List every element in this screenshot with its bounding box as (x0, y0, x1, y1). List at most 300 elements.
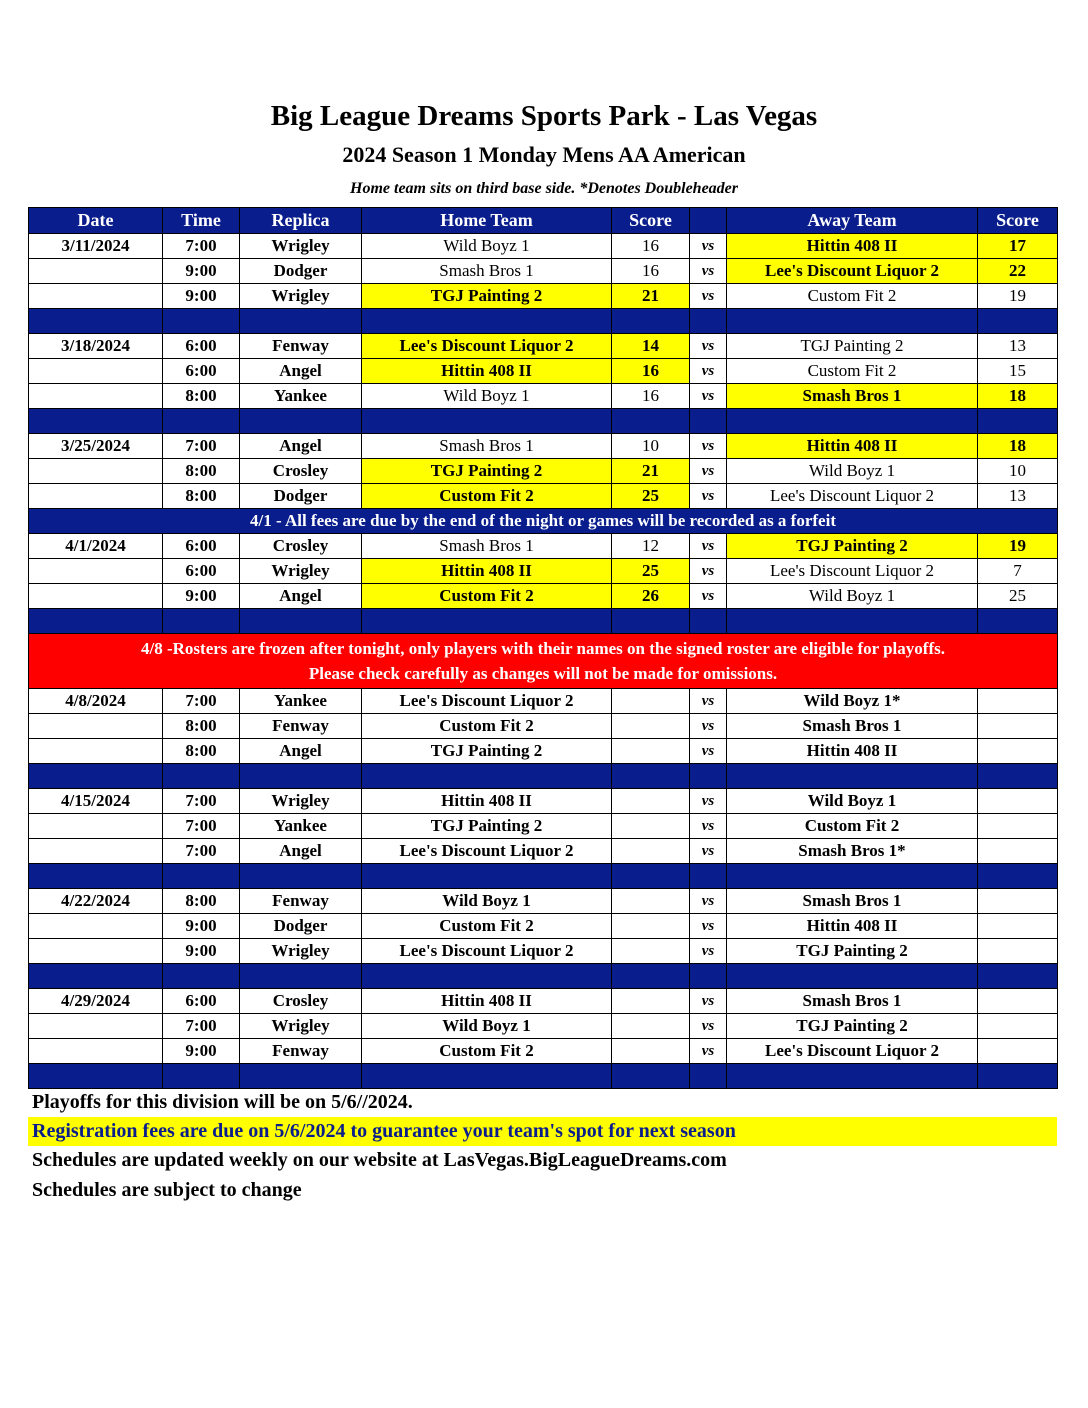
away-score-cell (978, 739, 1058, 764)
separator-cell (362, 309, 612, 334)
separator-cell (29, 309, 163, 334)
away-team-cell: Smash Bros 1 (727, 889, 978, 914)
separator-cell (727, 309, 978, 334)
home-score-cell (612, 939, 690, 964)
time-cell: 7:00 (163, 1014, 240, 1039)
time-cell: 7:00 (163, 234, 240, 259)
vs-label: vs (690, 689, 727, 714)
date-cell (29, 939, 163, 964)
table-row (29, 714, 1058, 739)
home-team-cell: TGJ Painting 2 (362, 739, 612, 764)
time-cell: 6:00 (163, 359, 240, 384)
separator-cell (727, 964, 978, 989)
time-cell: 7:00 (163, 839, 240, 864)
away-team-cell: Custom Fit 2 (727, 284, 978, 309)
table-row (29, 989, 1058, 1014)
separator-row (29, 309, 1058, 334)
separator-cell (362, 764, 612, 789)
date-cell (29, 714, 163, 739)
date-cell (29, 284, 163, 309)
date-cell (29, 914, 163, 939)
home-score-cell (612, 739, 690, 764)
home-score-cell (612, 1039, 690, 1064)
home-team-cell: Custom Fit 2 (362, 714, 612, 739)
home-score-cell: 16 (612, 359, 690, 384)
separator-cell (612, 309, 690, 334)
separator-row (29, 964, 1058, 989)
separator-cell (727, 764, 978, 789)
date-cell (29, 1014, 163, 1039)
separator-cell (612, 764, 690, 789)
away-team-cell: TGJ Painting 2 (727, 334, 978, 359)
time-cell: 8:00 (163, 459, 240, 484)
column-header-away-score: Score (978, 208, 1058, 234)
replica-cell: Wrigley (240, 939, 362, 964)
date-cell (29, 359, 163, 384)
separator-cell (163, 609, 240, 634)
separator-cell (240, 1064, 362, 1089)
vs-label: vs (690, 889, 727, 914)
date-cell: 3/11/2024 (29, 234, 163, 259)
date-cell: 3/18/2024 (29, 334, 163, 359)
separator-cell (612, 1064, 690, 1089)
separator-row (29, 609, 1058, 634)
date-cell (29, 1039, 163, 1064)
home-score-cell: 25 (612, 484, 690, 509)
away-team-cell: TGJ Painting 2 (727, 534, 978, 559)
home-team-cell: Wild Boyz 1 (362, 384, 612, 409)
separator-cell (690, 609, 727, 634)
separator-cell (612, 409, 690, 434)
separator-cell (612, 964, 690, 989)
away-score-cell (978, 689, 1058, 714)
home-team-cell: Custom Fit 2 (362, 914, 612, 939)
home-team-cell: Custom Fit 2 (362, 584, 612, 609)
separator-cell (612, 609, 690, 634)
home-score-cell: 21 (612, 284, 690, 309)
time-cell: 8:00 (163, 714, 240, 739)
home-team-cell: TGJ Painting 2 (362, 284, 612, 309)
vs-label: vs (690, 234, 727, 259)
replica-cell: Crosley (240, 534, 362, 559)
away-score-cell: 10 (978, 459, 1058, 484)
home-score-cell (612, 839, 690, 864)
separator-cell (29, 609, 163, 634)
away-score-cell (978, 714, 1058, 739)
home-score-cell (612, 789, 690, 814)
replica-cell: Fenway (240, 889, 362, 914)
vs-label: vs (690, 284, 727, 309)
replica-cell: Angel (240, 839, 362, 864)
time-cell: 9:00 (163, 914, 240, 939)
time-cell: 7:00 (163, 689, 240, 714)
vs-label: vs (690, 739, 727, 764)
home-score-cell (612, 889, 690, 914)
away-team-cell: Lee's Discount Liquor 2 (727, 1039, 978, 1064)
schedule-table (28, 207, 1058, 1089)
home-team-cell: Smash Bros 1 (362, 534, 612, 559)
time-cell: 8:00 (163, 484, 240, 509)
separator-row (29, 409, 1058, 434)
away-score-cell (978, 814, 1058, 839)
table-row (29, 559, 1058, 584)
table-row (29, 534, 1058, 559)
column-header-home-team: Home Team (362, 208, 612, 234)
replica-cell: Angel (240, 739, 362, 764)
separator-cell (978, 1064, 1058, 1089)
change-note: Schedules are subject to change (32, 1179, 302, 1201)
separator-cell (163, 1064, 240, 1089)
vs-label: vs (690, 434, 727, 459)
home-team-cell: Hittin 408 II (362, 789, 612, 814)
home-score-cell (612, 814, 690, 839)
table-row (29, 789, 1058, 814)
separator-cell (362, 1064, 612, 1089)
table-row (29, 259, 1058, 284)
separator-row (29, 1064, 1058, 1089)
date-cell: 4/29/2024 (29, 989, 163, 1014)
home-score-cell: 12 (612, 534, 690, 559)
home-score-cell (612, 989, 690, 1014)
separator-cell (29, 409, 163, 434)
date-cell: 4/15/2024 (29, 789, 163, 814)
away-score-cell (978, 939, 1058, 964)
away-score-cell (978, 1014, 1058, 1039)
date-cell (29, 814, 163, 839)
away-team-cell: TGJ Painting 2 (727, 1014, 978, 1039)
replica-cell: Yankee (240, 814, 362, 839)
table-row (29, 914, 1058, 939)
away-score-cell: 22 (978, 259, 1058, 284)
separator-cell (690, 309, 727, 334)
separator-cell (240, 409, 362, 434)
separator-cell (978, 964, 1058, 989)
away-team-cell: Wild Boyz 1 (727, 789, 978, 814)
date-cell: 4/22/2024 (29, 889, 163, 914)
away-team-cell: Hittin 408 II (727, 434, 978, 459)
away-team-cell: Smash Bros 1* (727, 839, 978, 864)
home-team-cell: Smash Bros 1 (362, 434, 612, 459)
vs-label: vs (690, 839, 727, 864)
away-score-cell: 18 (978, 384, 1058, 409)
replica-cell: Fenway (240, 714, 362, 739)
replica-cell: Fenway (240, 1039, 362, 1064)
table-row (29, 939, 1058, 964)
away-team-cell: Wild Boyz 1 (727, 459, 978, 484)
time-cell: 7:00 (163, 789, 240, 814)
separator-cell (978, 864, 1058, 889)
home-score-cell: 26 (612, 584, 690, 609)
separator-row (29, 864, 1058, 889)
separator-cell (690, 864, 727, 889)
replica-cell: Yankee (240, 689, 362, 714)
separator-cell (978, 609, 1058, 634)
time-cell: 6:00 (163, 534, 240, 559)
away-team-cell: Smash Bros 1 (727, 714, 978, 739)
away-score-cell (978, 1039, 1058, 1064)
away-score-cell: 13 (978, 484, 1058, 509)
separator-cell (978, 409, 1058, 434)
separator-cell (362, 864, 612, 889)
separator-cell (727, 864, 978, 889)
away-score-cell (978, 914, 1058, 939)
time-cell: 7:00 (163, 434, 240, 459)
away-team-cell: Hittin 408 II (727, 914, 978, 939)
date-cell: 4/8/2024 (29, 689, 163, 714)
table-row (29, 459, 1058, 484)
away-team-cell: Hittin 408 II (727, 234, 978, 259)
separator-cell (29, 764, 163, 789)
separator-cell (240, 764, 362, 789)
vs-label: vs (690, 1014, 727, 1039)
home-team-cell: TGJ Painting 2 (362, 459, 612, 484)
page-subtitle: 2024 Season 1 Monday Mens AA American (342, 142, 746, 167)
replica-cell: Wrigley (240, 284, 362, 309)
away-score-cell: 13 (978, 334, 1058, 359)
home-score-cell: 16 (612, 259, 690, 284)
away-score-cell: 15 (978, 359, 1058, 384)
replica-cell: Wrigley (240, 559, 362, 584)
home-team-cell: Smash Bros 1 (362, 259, 612, 284)
roster-alert (29, 634, 1058, 689)
doubleheader-note: Home team sits on third base side. *Denotes Doubleheader (350, 180, 738, 197)
table-row (29, 484, 1058, 509)
separator-cell (240, 309, 362, 334)
table-row (29, 384, 1058, 409)
column-header-replica: Replica (240, 208, 362, 234)
vs-label: vs (690, 789, 727, 814)
home-score-cell: 16 (612, 384, 690, 409)
replica-cell: Angel (240, 434, 362, 459)
table-row (29, 689, 1058, 714)
website-note: Schedules are updated weekly on our website at LasVegas.BigLeagueDreams.com (32, 1149, 727, 1171)
date-cell (29, 259, 163, 284)
separator-cell (163, 964, 240, 989)
separator-cell (29, 1064, 163, 1089)
date-cell (29, 839, 163, 864)
roster-alert-line: Please check carefully as changes will not be made for omissions. (308, 664, 778, 683)
home-team-cell: Hittin 408 II (362, 989, 612, 1014)
schedule-body (29, 234, 1058, 1089)
home-team-cell: Hittin 408 II (362, 359, 612, 384)
replica-cell: Wrigley (240, 1014, 362, 1039)
replica-cell: Angel (240, 359, 362, 384)
table-row (29, 889, 1058, 914)
away-score-cell: 7 (978, 559, 1058, 584)
home-team-cell: Lee's Discount Liquor 2 (362, 334, 612, 359)
home-score-cell: 25 (612, 559, 690, 584)
table-row (29, 739, 1058, 764)
separator-cell (163, 764, 240, 789)
separator-cell (29, 964, 163, 989)
vs-label: vs (690, 384, 727, 409)
away-score-cell (978, 789, 1058, 814)
away-team-cell: Wild Boyz 1* (727, 689, 978, 714)
replica-cell: Fenway (240, 334, 362, 359)
separator-cell (29, 864, 163, 889)
replica-cell: Wrigley (240, 789, 362, 814)
date-cell: 4/1/2024 (29, 534, 163, 559)
column-header-away-team: Away Team (727, 208, 978, 234)
home-team-cell: Hittin 408 II (362, 559, 612, 584)
fees-notice-row (29, 509, 1058, 534)
away-score-cell: 25 (978, 584, 1058, 609)
home-score-cell: 21 (612, 459, 690, 484)
home-team-cell: Wild Boyz 1 (362, 234, 612, 259)
separator-cell (690, 1064, 727, 1089)
table-row (29, 234, 1058, 259)
separator-cell (690, 409, 727, 434)
home-team-cell: TGJ Painting 2 (362, 814, 612, 839)
vs-label: vs (690, 459, 727, 484)
separator-cell (240, 864, 362, 889)
column-header-time: Time (163, 208, 240, 234)
time-cell: 8:00 (163, 739, 240, 764)
vs-label: vs (690, 259, 727, 284)
vs-label: vs (690, 989, 727, 1014)
replica-cell: Dodger (240, 484, 362, 509)
table-row (29, 839, 1058, 864)
separator-cell (163, 409, 240, 434)
away-team-cell: Wild Boyz 1 (727, 584, 978, 609)
home-team-cell: Custom Fit 2 (362, 484, 612, 509)
vs-label: vs (690, 914, 727, 939)
away-score-cell: 18 (978, 434, 1058, 459)
table-row (29, 434, 1058, 459)
table-header-row (29, 208, 1058, 234)
table-row (29, 584, 1058, 609)
time-cell: 9:00 (163, 584, 240, 609)
date-cell (29, 584, 163, 609)
separator-cell (163, 309, 240, 334)
away-team-cell: Hittin 408 II (727, 739, 978, 764)
separator-cell (690, 964, 727, 989)
separator-cell (690, 764, 727, 789)
vs-label: vs (690, 559, 727, 584)
date-cell (29, 459, 163, 484)
time-cell: 6:00 (163, 989, 240, 1014)
replica-cell: Dodger (240, 914, 362, 939)
separator-cell (240, 609, 362, 634)
away-team-cell: Custom Fit 2 (727, 359, 978, 384)
time-cell: 9:00 (163, 259, 240, 284)
time-cell: 9:00 (163, 1039, 240, 1064)
home-team-cell: Wild Boyz 1 (362, 889, 612, 914)
time-cell: 8:00 (163, 889, 240, 914)
vs-label: vs (690, 714, 727, 739)
vs-label: vs (690, 584, 727, 609)
away-score-cell (978, 889, 1058, 914)
table-row (29, 359, 1058, 384)
away-team-cell: TGJ Painting 2 (727, 939, 978, 964)
vs-label: vs (690, 334, 727, 359)
separator-cell (978, 309, 1058, 334)
time-cell: 7:00 (163, 814, 240, 839)
separator-cell (362, 609, 612, 634)
separator-cell (612, 864, 690, 889)
replica-cell: Angel (240, 584, 362, 609)
vs-label: vs (690, 814, 727, 839)
replica-cell: Wrigley (240, 234, 362, 259)
home-team-cell: Lee's Discount Liquor 2 (362, 939, 612, 964)
vs-label: vs (690, 939, 727, 964)
replica-cell: Yankee (240, 384, 362, 409)
table-row (29, 1039, 1058, 1064)
table-row (29, 334, 1058, 359)
away-team-cell: Smash Bros 1 (727, 384, 978, 409)
time-cell: 6:00 (163, 334, 240, 359)
registration-note: Registration fees are due on 5/6/2024 to guarantee your team's spot for next season (28, 1117, 1057, 1146)
away-team-cell: Lee's Discount Liquor 2 (727, 559, 978, 584)
home-score-cell (612, 1014, 690, 1039)
column-header-vs (690, 208, 727, 234)
home-score-cell: 14 (612, 334, 690, 359)
column-header-home-score: Score (612, 208, 690, 234)
vs-label: vs (690, 1039, 727, 1064)
home-team-cell: Lee's Discount Liquor 2 (362, 839, 612, 864)
separator-cell (163, 864, 240, 889)
replica-cell: Crosley (240, 459, 362, 484)
home-score-cell: 10 (612, 434, 690, 459)
away-team-cell: Lee's Discount Liquor 2 (727, 484, 978, 509)
away-score-cell: 17 (978, 234, 1058, 259)
home-score-cell (612, 714, 690, 739)
away-score-cell: 19 (978, 284, 1058, 309)
replica-cell: Crosley (240, 989, 362, 1014)
time-cell: 9:00 (163, 939, 240, 964)
column-header-date: Date (29, 208, 163, 234)
time-cell: 9:00 (163, 284, 240, 309)
fees-notice: 4/1 - All fees are due by the end of the night or games will be recorded as a forfeit (29, 509, 1058, 534)
date-cell: 3/25/2024 (29, 434, 163, 459)
away-team-cell: Custom Fit 2 (727, 814, 978, 839)
time-cell: 6:00 (163, 559, 240, 584)
home-score-cell: 16 (612, 234, 690, 259)
replica-cell: Dodger (240, 259, 362, 284)
vs-label: vs (690, 359, 727, 384)
separator-cell (978, 764, 1058, 789)
roster-alert-line: 4/8 -Rosters are frozen after tonight, only players with their names on the signed roster are eligible for playoffs. (141, 639, 945, 658)
table-row (29, 1014, 1058, 1039)
date-cell (29, 559, 163, 584)
home-team-cell: Lee's Discount Liquor 2 (362, 689, 612, 714)
home-score-cell (612, 689, 690, 714)
away-team-cell: Smash Bros 1 (727, 989, 978, 1014)
separator-cell (362, 409, 612, 434)
date-cell (29, 384, 163, 409)
separator-cell (240, 964, 362, 989)
vs-label: vs (690, 484, 727, 509)
separator-cell (362, 964, 612, 989)
separator-row (29, 764, 1058, 789)
roster-alert-row (29, 634, 1058, 689)
time-cell: 8:00 (163, 384, 240, 409)
table-row (29, 814, 1058, 839)
date-cell (29, 739, 163, 764)
away-score-cell (978, 989, 1058, 1014)
separator-cell (727, 1064, 978, 1089)
separator-cell (727, 409, 978, 434)
home-team-cell: Custom Fit 2 (362, 1039, 612, 1064)
home-score-cell (612, 914, 690, 939)
away-score-cell (978, 839, 1058, 864)
vs-label: vs (690, 534, 727, 559)
home-team-cell: Wild Boyz 1 (362, 1014, 612, 1039)
away-team-cell: Lee's Discount Liquor 2 (727, 259, 978, 284)
table-row (29, 284, 1058, 309)
page-title: Big League Dreams Sports Park - Las Vegas (270, 100, 818, 132)
date-cell (29, 484, 163, 509)
